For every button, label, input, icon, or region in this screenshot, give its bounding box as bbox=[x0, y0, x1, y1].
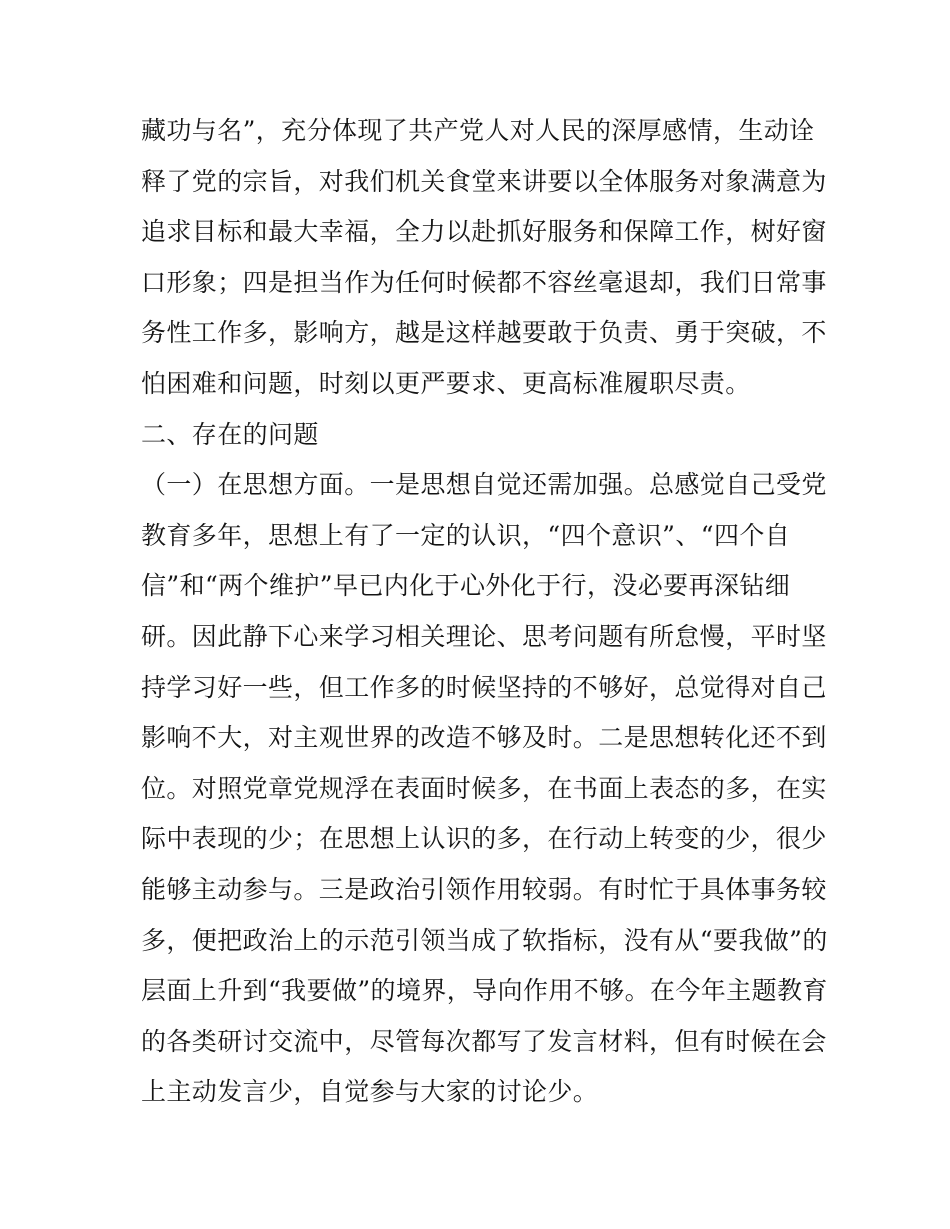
text-line: 务性工作多，影响方，越是这样越要敢于负责、勇于突破，不 bbox=[141, 318, 827, 348]
text-line: 口形象；四是担当作为任何时候都不容丝毫退却，我们日常事 bbox=[141, 267, 827, 297]
text-line: 的各类研讨交流中，尽管每次都写了发言材料，但有时候在会 bbox=[141, 1026, 827, 1056]
text-line: 持学习好一些，但工作多的时候坚持的不够好，总觉得对自己 bbox=[141, 672, 827, 702]
text-line: 际中表现的少；在思想上认识的多，在行动上转变的少，很少 bbox=[141, 824, 827, 854]
text-line: 影响不大，对主观世界的改造不够及时。二是思想转化还不到 bbox=[141, 723, 827, 753]
text-line: 怕困难和问题，时刻以更严要求、更高标准履职尽责。 bbox=[141, 368, 751, 398]
text-line: 藏功与名”，充分体现了共产党人对人民的深厚感情，生动诠 bbox=[141, 116, 815, 145]
section-heading: 二、存在的问题 bbox=[141, 419, 319, 449]
text-line: 能够主动参与。三是政治引领作用较弱。有时忙于具体事务较 bbox=[141, 874, 827, 904]
text-line: 研。因此静下心来学习相关理论、思考问题有所怠慢，平时坚 bbox=[141, 621, 827, 651]
text-line: 位。对照党章党规浮在表面时候多，在书面上表态的多，在实 bbox=[141, 773, 827, 803]
text-line: 多，便把政治上的示范引领当成了软指标，没有从“要我做”的 bbox=[141, 925, 828, 955]
text-line: 信”和“两个维护”早已内化于心外化于行，没必要再深钻细 bbox=[141, 571, 791, 601]
text-line: 层面上升到“我要做”的境界，导向作用不够。在今年主题教育 bbox=[141, 976, 828, 1006]
body-text bbox=[141, 106, 828, 1118]
text-line: 上主动发言少，自觉参与大家的讨论少。 bbox=[141, 1077, 599, 1107]
text-line: （一）在思想方面。一是思想自觉还需加强。总感觉自己受党 bbox=[141, 470, 827, 500]
text-line: 释了党的宗旨，对我们机关食堂来讲要以全体服务对象满意为 bbox=[141, 166, 827, 196]
text-line: 追求目标和最大幸福，全力以赴抓好服务和保障工作，树好窗 bbox=[141, 217, 827, 247]
text-line: 教育多年，思想上有了一定的认识，“四个意识”、“四个自 bbox=[141, 520, 791, 550]
